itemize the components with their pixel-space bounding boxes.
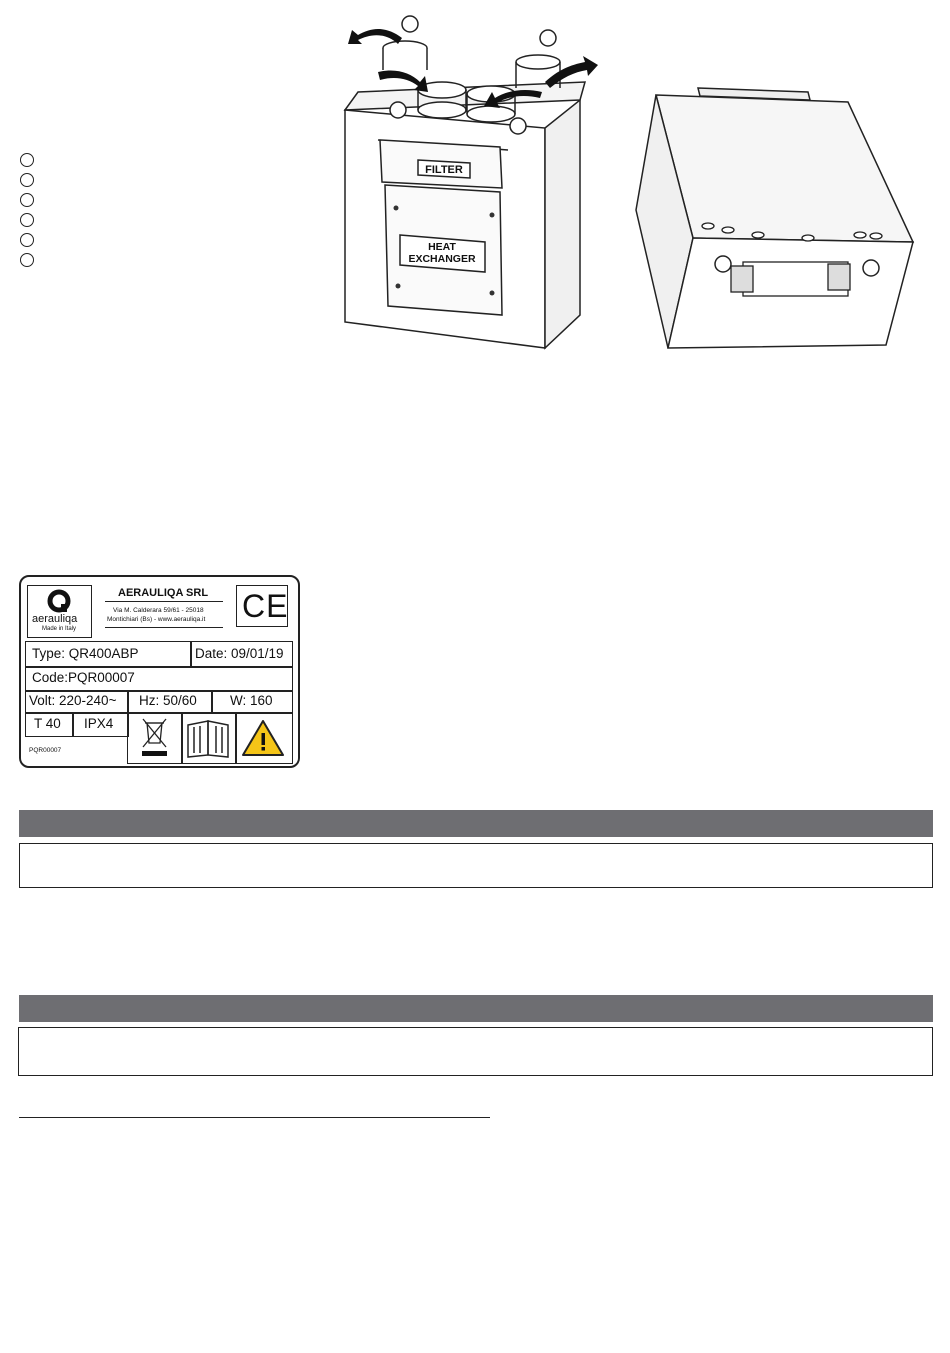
weee-bin-icon [128, 713, 181, 762]
filter-label: FILTER [425, 164, 463, 176]
ce-cell [236, 585, 288, 627]
company-divider-bottom [105, 627, 223, 628]
manual-cell [181, 712, 237, 764]
weee-cell [127, 712, 183, 764]
unit-horizontal-figure [628, 80, 923, 355]
temp-value: T 40 [34, 716, 61, 731]
code-value: Code:PQR00007 [32, 670, 135, 685]
type-value: Type: QR400ABP [32, 646, 139, 661]
small-code: PQR00007 [29, 747, 62, 754]
legend-circle-2 [20, 173, 34, 187]
circle-marker-icon [715, 256, 731, 272]
circle-marker-icon [863, 260, 879, 276]
circle-marker-icon [540, 30, 556, 46]
logo-text: aerauliqa [32, 613, 78, 625]
ip-value: IPX4 [84, 716, 114, 731]
warning-cell [235, 712, 293, 764]
company-divider-top [105, 601, 223, 602]
legend-circle-1 [20, 153, 34, 167]
rating-label [19, 575, 300, 768]
hz-value: Hz: 50/60 [139, 693, 197, 708]
address-line1: Via M. Calderara 59/61 - 25018 [113, 607, 204, 614]
company-name: AERAULIQA SRL [118, 587, 209, 599]
logo-subtext: Made in Italy [42, 626, 77, 632]
heat-exchanger-label-line1: HEAT [428, 241, 456, 253]
footnote-divider [19, 1117, 490, 1118]
section-content-box-1 [19, 843, 933, 888]
circle-marker-icon [390, 102, 406, 118]
address-line2: Montichiari (Bs) - www.aerauliqa.it [107, 616, 206, 623]
section-header-bar-2 [19, 995, 933, 1022]
heat-exchanger-label-line2: EXCHANGER [408, 253, 476, 265]
legend-circle-4 [20, 213, 34, 227]
watt-value: W: 160 [230, 693, 273, 708]
volt-value: Volt: 220-240~ [29, 693, 117, 708]
warning-triangle-icon [236, 713, 291, 762]
section-content-box-2 [18, 1027, 933, 1076]
ce-mark: CE [242, 588, 289, 624]
section-header-bar-1 [19, 810, 933, 837]
legend-circle-6 [20, 253, 34, 267]
logo-cell [27, 585, 92, 638]
manual-book-icon [182, 713, 235, 762]
legend-circle-3 [20, 193, 34, 207]
unit-vertical-figure [330, 10, 620, 355]
legend-circle-5 [20, 233, 34, 247]
date-value: Date: 09/01/19 [195, 646, 284, 661]
circle-marker-icon [402, 16, 418, 32]
circle-marker-icon [510, 118, 526, 134]
